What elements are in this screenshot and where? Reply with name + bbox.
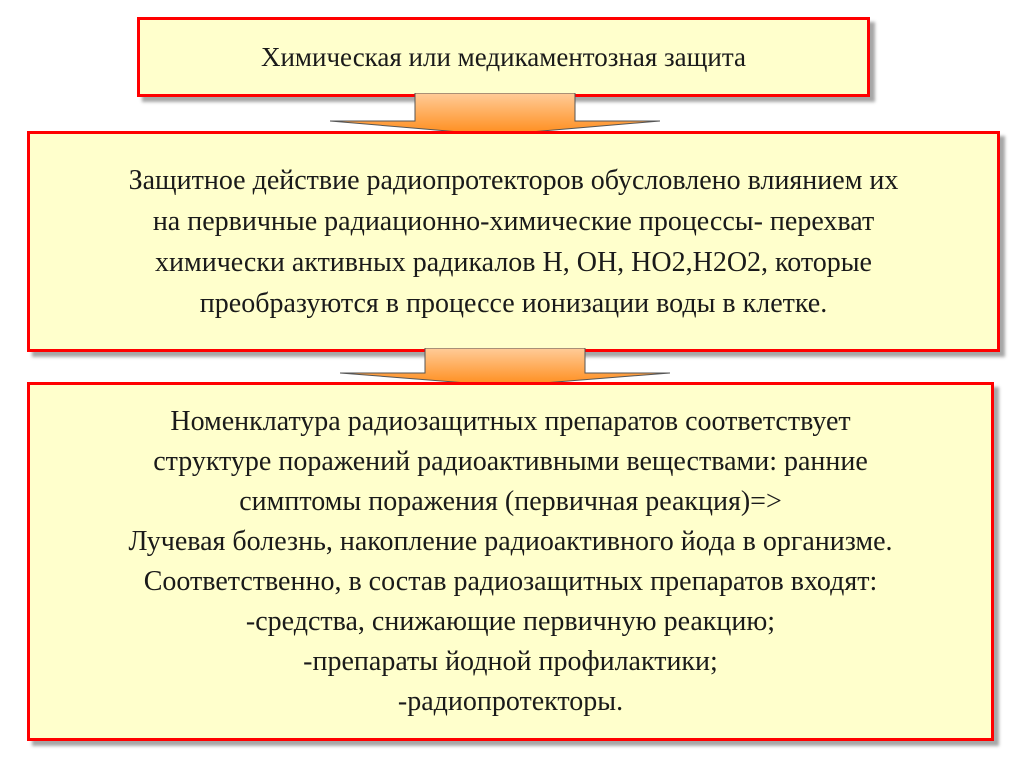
middle-box-line: химически активных радикалов Н, ОН, НО2,Н2О2, которые: [155, 246, 872, 278]
top-box-line: Химическая или медикаментозная защита: [260, 41, 746, 72]
middle-box-line: Защитное действие радиопротекторов обусловлено влиянием их: [128, 164, 899, 196]
bottom-box-line: структуре поражений радиоактивными веществами: ранние: [153, 445, 868, 477]
bottom-box-line: -радиопротекторы.: [397, 685, 624, 717]
top-box: [137, 17, 870, 97]
middle-box-line: преобразуются в процессе ионизации воды в клетке.: [199, 287, 828, 319]
down-arrow-1-icon: [330, 93, 660, 135]
middle-box-line: на первичные радиационно-химические процессы- перехват: [152, 205, 875, 237]
bottom-box-line: Номенклатура радиозащитных препаратов соответствует: [170, 405, 851, 437]
bottom-box-line: Лучевая болезнь, накопление радиоактивного йода в организме.: [128, 525, 893, 557]
bottom-box-line: -препараты йодной профилактики;: [303, 645, 718, 677]
down-arrow-2-icon: [340, 348, 670, 386]
middle-box: [27, 131, 1000, 352]
bottom-box-line: симптомы поражения (первичная реакция)=>: [239, 485, 782, 517]
bottom-box-line: -средства, снижающие первичную реакцию;: [245, 605, 776, 637]
bottom-box-line: Соответственно, в состав радиозащитных препаратов входят:: [143, 565, 878, 597]
bottom-box: [27, 382, 994, 741]
